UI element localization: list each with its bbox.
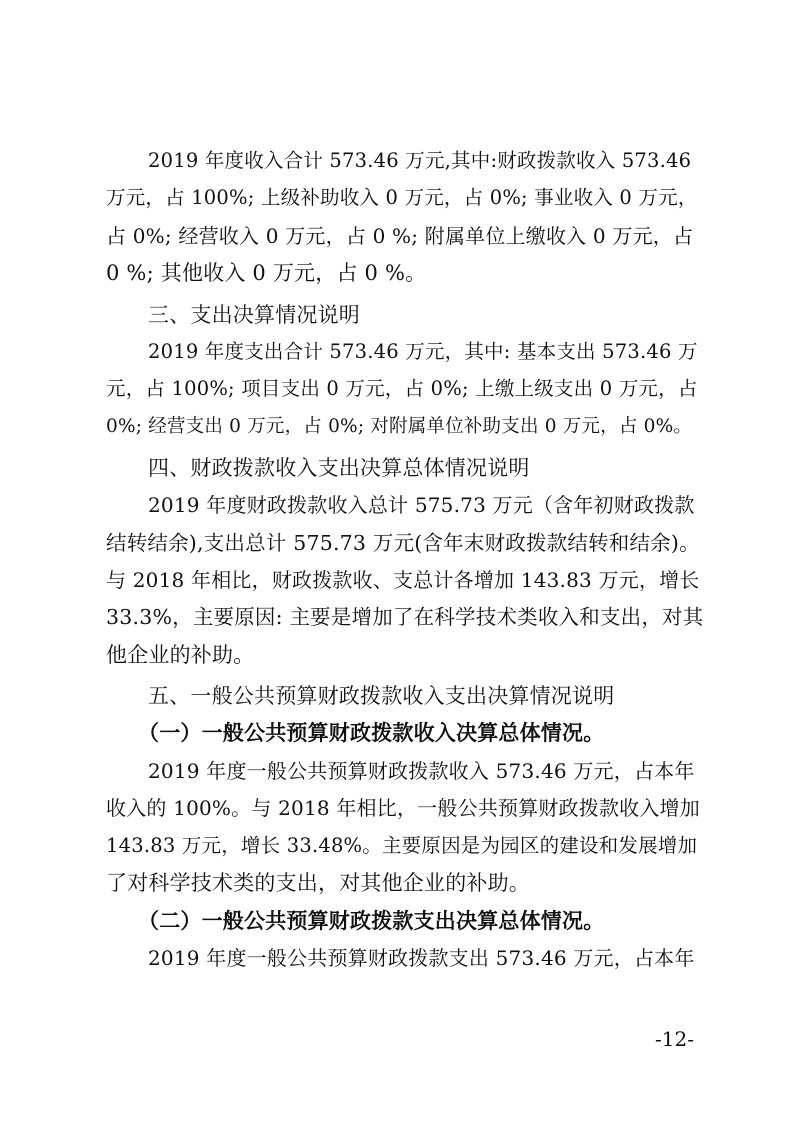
- paragraph-line: 33.3%，主要原因: 主要是增加了在科学技术类收入和支出，对其: [106, 605, 704, 629]
- section-heading: 四、财政拨款收入支出决算总体情况说明: [148, 456, 530, 480]
- paragraph-line: 143.83 万元，增长 33.48%。主要原因是为园区的建设和发展增加: [106, 834, 698, 857]
- paragraph-line: 万元，占 100%; 上级补助收入 0 万元，占 0%; 事业收入 0 万元，: [106, 186, 698, 209]
- section-heading: 三、支出决算情况说明: [148, 303, 360, 327]
- paragraph-line: 与 2018 年相比，财政拨款收、支总计各增加 143.83 万元，增长: [106, 568, 700, 592]
- paragraph-line: 元，占 100%; 项目支出 0 万元，占 0%; 上缴上级支出 0 万元，占: [106, 377, 698, 400]
- paragraph-line: 0%; 经营支出 0 万元，占 0%; 对附属单位补助支出 0 万元，占 0%。: [106, 416, 693, 437]
- paragraph-line: 2019 年度收入合计 573.46 万元,其中:财政拨款收入 573.46: [148, 149, 692, 172]
- paragraph-line: 2019 年度支出合计 573.46 万元，其中: 基本支出 573.46 万: [148, 340, 698, 363]
- paragraph-line: 2019 年度一般公共预算财政拨款收入 573.46 万元，占本年: [148, 759, 695, 783]
- subsection-heading: （二）一般公共预算财政拨款支出决算总体情况。: [138, 909, 605, 933]
- section-heading: 五、一般公共预算财政拨款收入支出决算情况说明: [148, 684, 615, 708]
- paragraph-line: 2019 年度一般公共预算财政拨款支出 573.46 万元，占本年: [148, 946, 695, 970]
- paragraph-line: 他企业的补助。: [106, 643, 255, 667]
- paragraph-line: 0 %; 其他收入 0 万元，占 0 %。: [106, 261, 427, 285]
- paragraph-line: 收入的 100%。与 2018 年相比，一般公共预算财政拨款收入增加: [106, 796, 700, 820]
- paragraph-line: 2019 年度财政拨款收入总计 575.73 万元（含年初财政拨款: [148, 493, 695, 517]
- subsection-heading: （一）一般公共预算财政拨款收入决算总体情况。: [138, 721, 605, 745]
- paragraph-line: 了对科学技术类的支出，对其他企业的补助。: [106, 871, 530, 895]
- page-number: -12-: [655, 1027, 694, 1051]
- paragraph-line: 占 0%; 经营收入 0 万元，占 0 %; 附属单位上缴收入 0 万元，占: [106, 224, 694, 248]
- paragraph-line: 结转结余),支出总计 575.73 万元(含年末财政拨款结转和结余)。: [106, 531, 700, 555]
